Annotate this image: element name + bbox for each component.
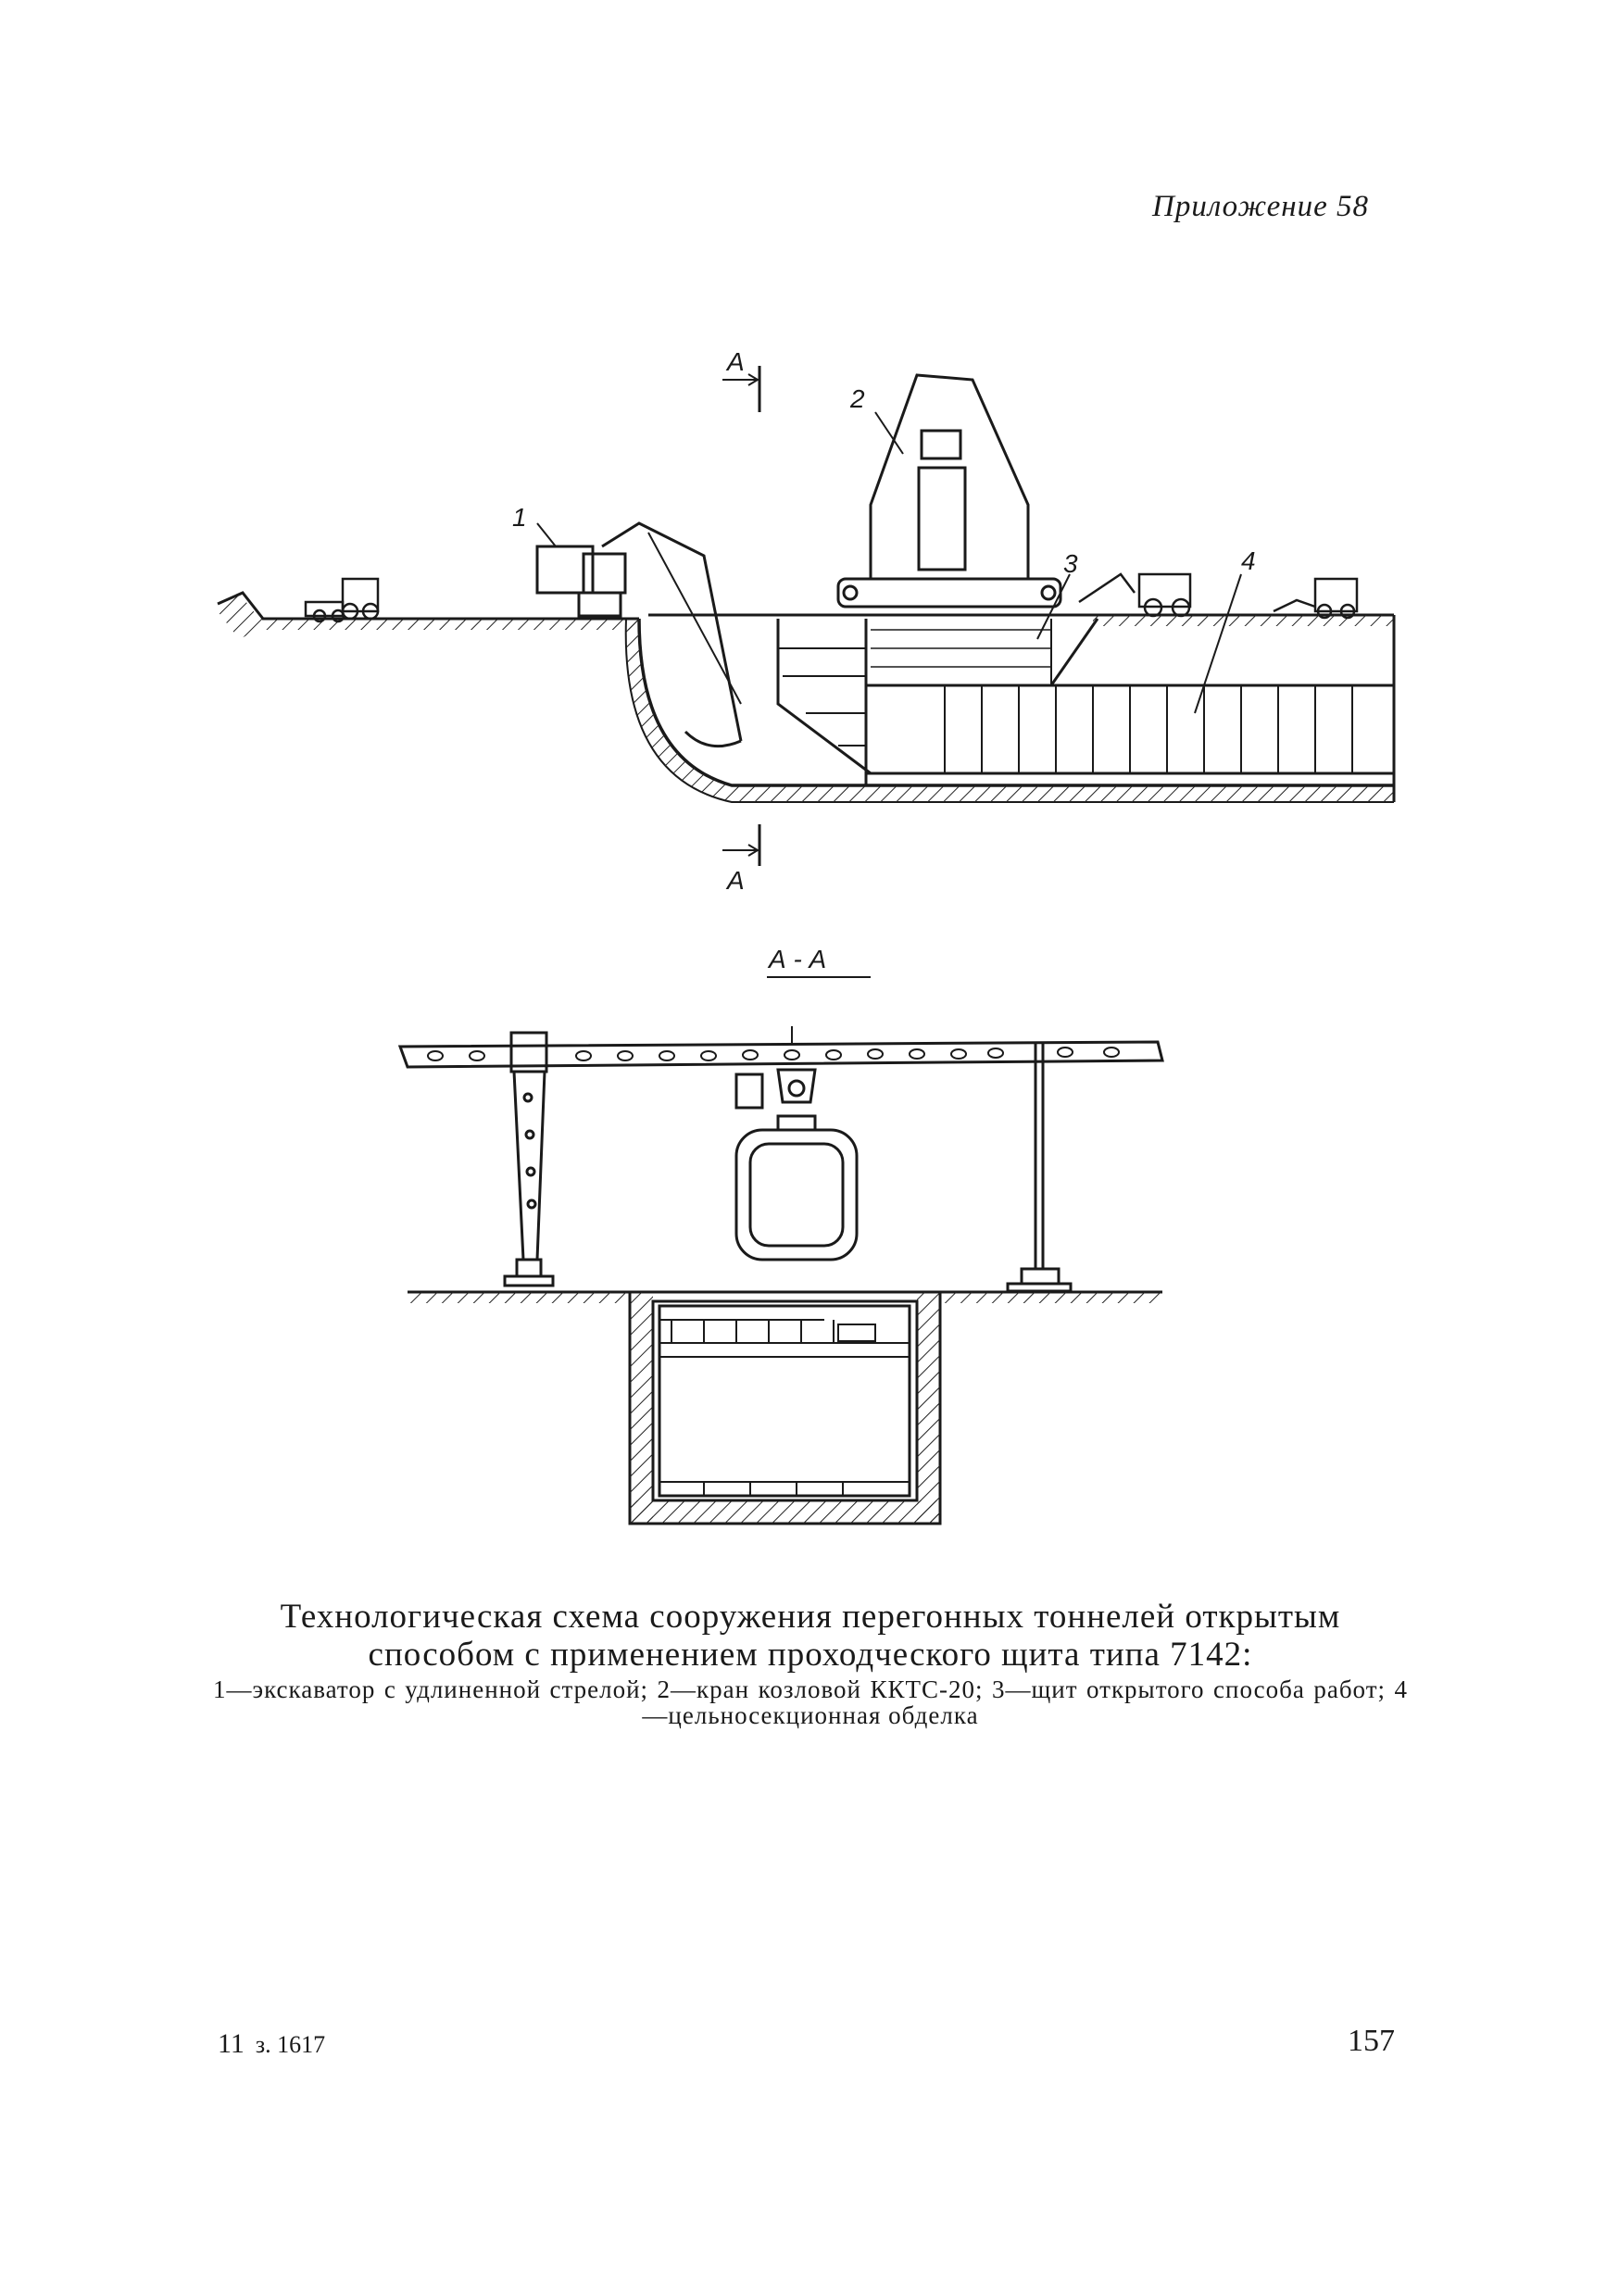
- cross-section: [400, 1026, 1162, 1524]
- longitudinal-section: [218, 366, 1394, 866]
- caption-title-line-2: способом с применением проходческого щита типа 7142:: [368, 1636, 1253, 1674]
- print-order-mark: [218, 2028, 325, 2060]
- figure-caption-title: [213, 1598, 1408, 1674]
- section-marker-top: А: [727, 347, 745, 376]
- section-title: А - А: [769, 945, 827, 973]
- order-ref: з. 1617: [255, 2031, 326, 2058]
- caption-title-line-1: Технологическая схема сооружения перегонных тоннелей открытым: [280, 1598, 1341, 1636]
- callout-3: 3: [1063, 549, 1078, 578]
- section-marker-bottom: А: [727, 866, 745, 895]
- page-number: 157: [1348, 2024, 1395, 2058]
- order-mark: 11: [218, 2028, 245, 2059]
- figure-legend: 1—экскаватор с удлиненной стрелой; 2—кран козловой ККТС-20; 3—щит открытого способа работ; 4—цельносекционная обделка: [213, 1675, 1408, 1729]
- callout-2: 2: [850, 384, 865, 413]
- appendix-label: Приложение 58: [1152, 190, 1369, 223]
- callout-4: 4: [1241, 546, 1256, 575]
- callout-1: 1: [512, 503, 527, 532]
